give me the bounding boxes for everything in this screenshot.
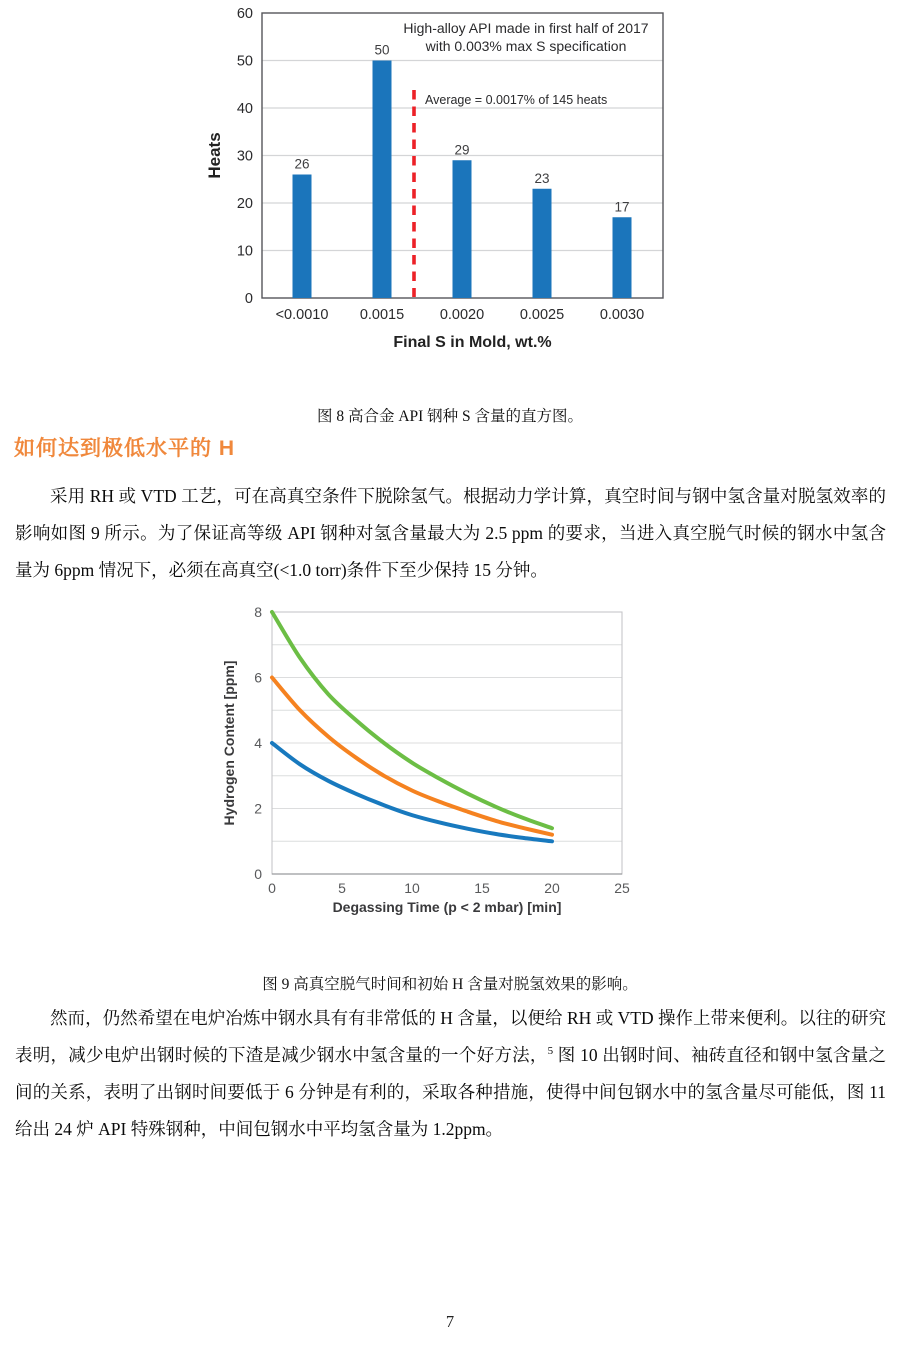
- svg-text:5: 5: [338, 880, 346, 896]
- svg-text:0: 0: [254, 866, 262, 882]
- paragraph-2-text-before-footnote: 然而，仍然希望在电炉冶炼中钢水具有有非常低的 H 含量，以便给 RH 或 VTD 操作上带来便利。以往的研究表明，减少电炉出钢时候的下渣是减少钢水中氢含量的一个好方法，: [15, 1008, 886, 1065]
- svg-text:Heats: Heats: [205, 132, 224, 179]
- figure-8-bar-chart: [200, 0, 680, 360]
- svg-text:8: 8: [254, 604, 262, 620]
- svg-text:<0.0010: <0.0010: [275, 307, 329, 323]
- svg-text:0.0015: 0.0015: [359, 307, 405, 323]
- svg-text:10: 10: [236, 243, 253, 260]
- figure-9-line-chart: [200, 598, 680, 928]
- svg-text:40: 40: [236, 101, 253, 117]
- figure-8-caption: 图 8 高合金 API 钢种 S 含量的直方图。: [316, 407, 584, 425]
- svg-text:15: 15: [474, 880, 490, 896]
- svg-text:6: 6: [254, 669, 262, 686]
- svg-text:2: 2: [254, 800, 262, 817]
- paragraph-2: [15, 1000, 886, 1148]
- svg-text:0.0020: 0.0020: [439, 307, 485, 323]
- page-number: 7: [445, 1312, 455, 1331]
- svg-text:Average = 0.0017% of 145 heats: Average = 0.0017% of 145 heats: [425, 93, 608, 107]
- svg-text:50: 50: [236, 53, 253, 70]
- svg-text:26: 26: [294, 156, 310, 172]
- svg-text:60: 60: [236, 6, 253, 22]
- svg-text:High-alloy API made in first h: High-alloy API made in first half of 2017: [403, 20, 649, 36]
- section-heading: 如何达到极低水平的 H: [14, 437, 235, 460]
- svg-text:23: 23: [534, 170, 550, 186]
- svg-text:0.0030: 0.0030: [599, 307, 645, 323]
- svg-text:Hydrogen Content [ppm]: Hydrogen Content [ppm]: [221, 660, 237, 826]
- footnote-reference-5: 5: [547, 1045, 554, 1058]
- svg-text:10: 10: [404, 880, 420, 896]
- svg-text:0: 0: [268, 880, 276, 896]
- paragraph-2-text-after-footnote: 图 10 出钢时间、袖砖直径和钢中氢含量之间的关系，表明了出钢时间要低于 6 分钟是有利的，采取各种措施，使得中间包钢水中的氢含量尽可能低，图 11 给出 24 炉 API 特殊钢种，中间包钢水中平均氢含量为 1.2ppm。: [15, 1045, 887, 1139]
- svg-text:20: 20: [544, 880, 560, 896]
- svg-text:30: 30: [236, 148, 253, 165]
- paragraph-1: 采用 RH 或 VTD 工艺，可在高真空条件下脱除氢气。根据动力学计算，真空时间与钢中氢含量对脱氢效率的影响如图 9 所示。为了保证高等级 API 钢种对氢含量最大为 2.5 ppm 的要求，当进入真空脱气时候的钢水中氢含量为 6ppm 情况下，必须在高真空(<1.0 torr)条件下至少保持 15 分钟。: [15, 486, 886, 580]
- svg-text:25: 25: [614, 880, 630, 896]
- svg-text:50: 50: [374, 42, 390, 58]
- svg-text:Final S in Mold, wt.%: Final S in Mold, wt.%: [393, 334, 552, 351]
- svg-text:0.0025: 0.0025: [519, 307, 565, 323]
- svg-text:4: 4: [254, 735, 262, 751]
- svg-text:with 0.003% max S specificatio: with 0.003% max S specification: [425, 38, 627, 54]
- svg-text:Degassing Time (p < 2 mbar) [m: Degassing Time (p < 2 mbar) [min]: [332, 899, 562, 915]
- svg-text:17: 17: [614, 199, 630, 215]
- svg-text:20: 20: [236, 196, 253, 212]
- svg-text:0: 0: [244, 291, 253, 307]
- svg-text:29: 29: [454, 142, 470, 158]
- figure-9-caption: 图 9 高真空脱气时间和初始 H 含量对脱氢效果的影响。: [262, 975, 638, 993]
